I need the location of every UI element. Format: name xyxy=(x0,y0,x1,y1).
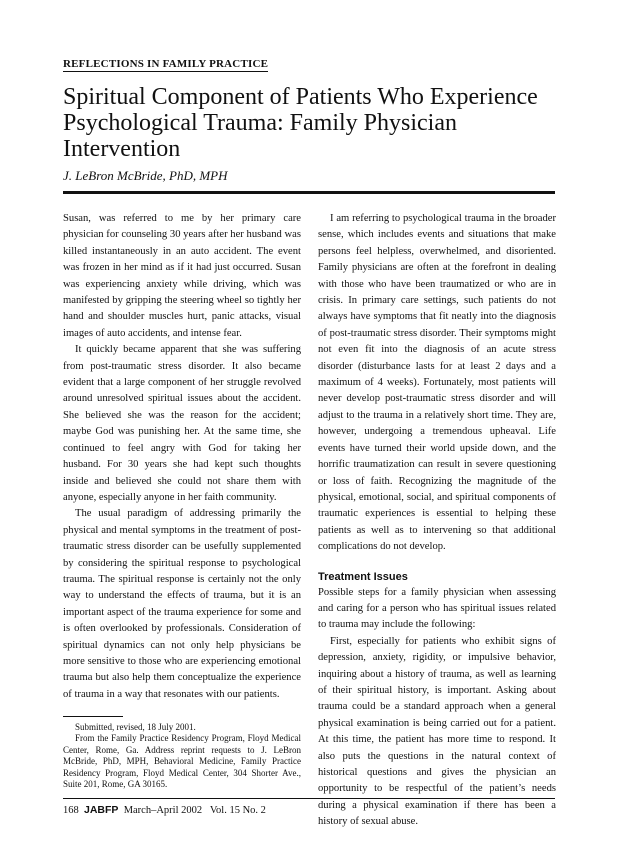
article-title: Spiritual Component of Patients Who Experience Psychological Trauma: Family Physician Intervention xyxy=(63,84,538,162)
author-line: J. LeBron McBride, PhD, MPH xyxy=(63,168,228,183)
journal-name: JABFP xyxy=(84,804,119,816)
body-paragraph: The usual paradigm of addressing primarily the physical and mental symptoms in the treatment of post-traumatic stress disorder can be usefully supplemented by considering the spiritual response to psychological trauma. The spiritual response is certainly not the only way to understand the effects of trauma, but it is an important aspect of the trauma experience for some and is often overlooked by professionals. Consideration of spiritual dynamics can not only help physicians be more sensitive to those who are experiencing emotional trauma but also help them conceptualize the experience of trauma in a way that resonates with our patients. xyxy=(63,508,301,700)
section-heading: Treatment Issues xyxy=(318,570,408,583)
body-paragraph: First, especially for patients who exhibit signs of depression, anxiety, rigidity, or impulsive behavior, inquiring about a history of trauma, as well as learning of their spiritual history, is important. Asking about trauma could be a standard approach when a general physical examination is being carried out for a patient. At this time, the patient has more time to respond. It also puts the questions in the natural context of historical questions and gives the physician an opportunity to be respectful of the patient’s needs during a physical examination if there has been a history of sexual abuse. xyxy=(318,635,556,828)
footnote-affiliation: From the Family Practice Residency Program, Floyd Medical Center, Rome, Ga. Address reprint requests to J. LeBron McBride, PhD, MPH, Behavioral Medicine, Family Practice Residency Program, Floyd Medical Center, 304 Shorter Ave., Suite 201, Rome, GA 30165. xyxy=(63,733,301,790)
page-number: 168 xyxy=(63,805,79,816)
issue-info: March–April 2002 Vol. 15 No. 2 xyxy=(123,805,266,816)
section-label: REFLECTIONS IN FAMILY PRACTICE xyxy=(63,58,269,70)
right-column xyxy=(318,211,556,831)
footnote-submitted: Submitted, revised, 18 July 2001. xyxy=(75,722,196,732)
page-footer xyxy=(63,804,266,816)
footnote-divider xyxy=(63,716,123,717)
body-paragraph: It quickly became apparent that she was suffering from post-traumatic stress disorder. It also became evident that a large component of her struggle revolved around unresolved spiritual issues about the accident. She believed she was the reason for the accident; maybe God was punishing her. At the same time, she continued to feel angry with God for taking her husband. For 30 years she had kept such thoughts inside and believed she could not share them with anyone, especially anyone in her faith community. xyxy=(63,344,301,503)
body-paragraph: Susan, was referred to me by her primary care physician for counseling 30 years after her husband was killed instantaneously in an auto accident. The event was frozen in her mind as if it had just occurred. Susan was experiencing anxiety while driving, which was manifested by gripping the steering wheel so tightly her hand and shoulder muscles hurt, panic attacks, visual images of auto accidents, and intense fear. xyxy=(63,213,301,339)
body-paragraph: I am referring to psychological trauma in the broader sense, which includes events and situations that make persons feel helpless, overwhelmed, and disoriented. Family physicians are often at the forefront in dealing with those who have been traumatized or who are in crisis. In primary care settings, such patients do not always have symptoms that fit neatly into the diagnosis of post-traumatic stress disorder. Their symptoms might not even fit into the diagnosis of an acute stress disorder (disturbance lasts for at least 2 days and a maximum of 4 weeks). Fortunately, most patients will never develop post-traumatic stress disorder and will adjust to the trauma in a relatively short time. They are, however, undergoing a tremendous upheaval. Life events have turned their world upside down, and the horrific traumatization can result in severe questioning or loss of faith. Recognizing the magnitude of the physical, emotional, social, and spiritual components of traumatic experiences is essential to helping these patients as well as to intervening so that additional complications do not develop. xyxy=(318,213,556,553)
left-column xyxy=(63,211,301,703)
title-divider xyxy=(63,191,555,194)
footnote xyxy=(63,722,301,790)
footer-divider xyxy=(63,798,555,799)
body-paragraph: Possible steps for a family physician when assessing and caring for a person who has spiritual issues related to trauma may include the following: xyxy=(318,586,556,631)
